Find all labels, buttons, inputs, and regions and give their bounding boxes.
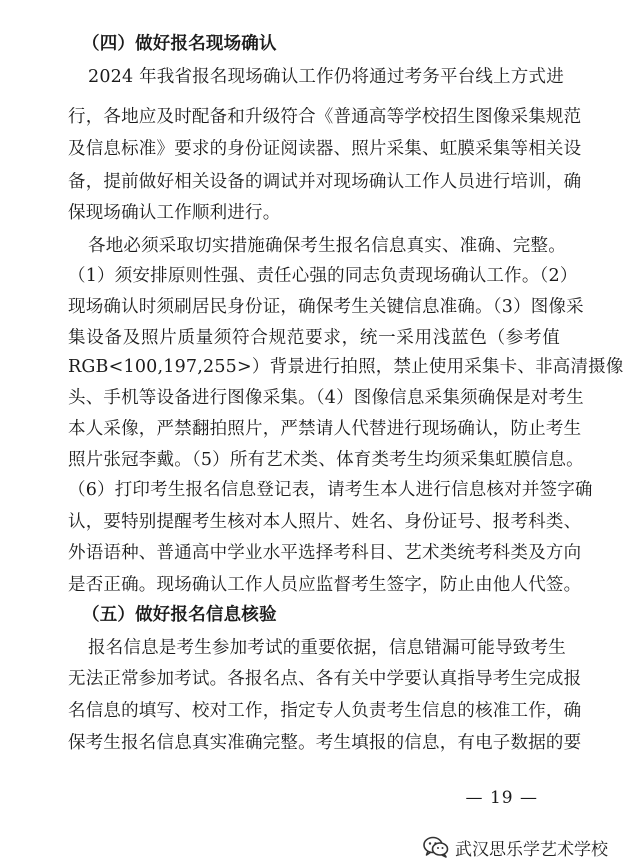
paragraph-line: 集设备及照片质量须符合规范要求，统一采用浅蓝色（参考值 xyxy=(68,328,560,348)
paragraph-line: 保现场确认工作顺利进行。 xyxy=(68,203,281,223)
paragraph-line: （1）须安排原则性强、责任心强的同志负责现场确认工作。（2） xyxy=(68,266,578,286)
section-heading-4: （四）做好报名现场确认 xyxy=(82,34,277,54)
paragraph-line: 各地必须采取切实措施确保考生报名信息真实、准确、完整。 xyxy=(88,236,566,256)
paragraph-line: 名信息的填写、校对工作，指定专人负责考生信息的核准工作，确 xyxy=(68,701,582,721)
paragraph-line: 本人采像，严禁翻拍照片，严禁请人代替进行现场确认，防止考生 xyxy=(68,419,582,439)
watermark-text: 武汉思乐学艺术学校 xyxy=(455,839,608,860)
paragraph-line: 认，要特别提醒考生核对本人照片、姓名、身份证号、报考科类、 xyxy=(68,512,582,532)
paragraph-line: 现场确认时须刷居民身份证，确保考生关键信息准确。（3）图像采 xyxy=(68,297,584,317)
paragraph-line: 头、手机等设备进行图像采集。（4）图像信息采集须确保是对考生 xyxy=(68,388,584,408)
paragraph-line: 外语语种、普通高中学业水平选择考科目、艺术类统考科类及方向 xyxy=(68,543,582,563)
page-number: — 19 — xyxy=(465,788,538,808)
wechat-icon xyxy=(423,836,449,858)
paragraph-line: 行，各地应及时配备和升级符合《普通高等学校招生图像采集规范 xyxy=(68,107,582,127)
section-heading-5: （五）做好报名信息核验 xyxy=(82,605,277,625)
paragraph-line: 报名信息是考生参加考试的重要依据，信息错漏可能导致考生 xyxy=(88,638,566,658)
paragraph-line: 无法正常参加考试。各报名点、各有关中学要认真指导考生完成报 xyxy=(68,669,582,689)
paragraph-line: （6）打印考生报名信息登记表，请考生本人进行信息核对并签字确 xyxy=(68,480,593,500)
paragraph-line: 及信息标准》要求的身份证阅读器、照片采集、虹膜采集等相关设 xyxy=(68,139,582,159)
paragraph-line: 2024 年我省报名现场确认工作仍将通过考务平台线上方式进 xyxy=(88,67,564,87)
paragraph-line: 是否正确。现场确认工作人员应监督考生签字，防止由他人代签。 xyxy=(68,575,582,595)
wechat-watermark xyxy=(423,833,608,861)
paragraph-line: 保考生报名信息真实准确完整。考生填报的信息，有电子数据的要 xyxy=(68,733,582,753)
paragraph-line: 备，提前做好相关设备的调试并对现场确认工作人员进行培训，确 xyxy=(68,172,582,192)
paragraph-line: 照片张冠李戴。（5）所有艺术类、体育类考生均须采集虹膜信息。 xyxy=(68,450,584,470)
paragraph-line: RGB<100,197,255>）背景进行拍照，禁止使用采集卡、非高清摄像 xyxy=(68,357,624,377)
